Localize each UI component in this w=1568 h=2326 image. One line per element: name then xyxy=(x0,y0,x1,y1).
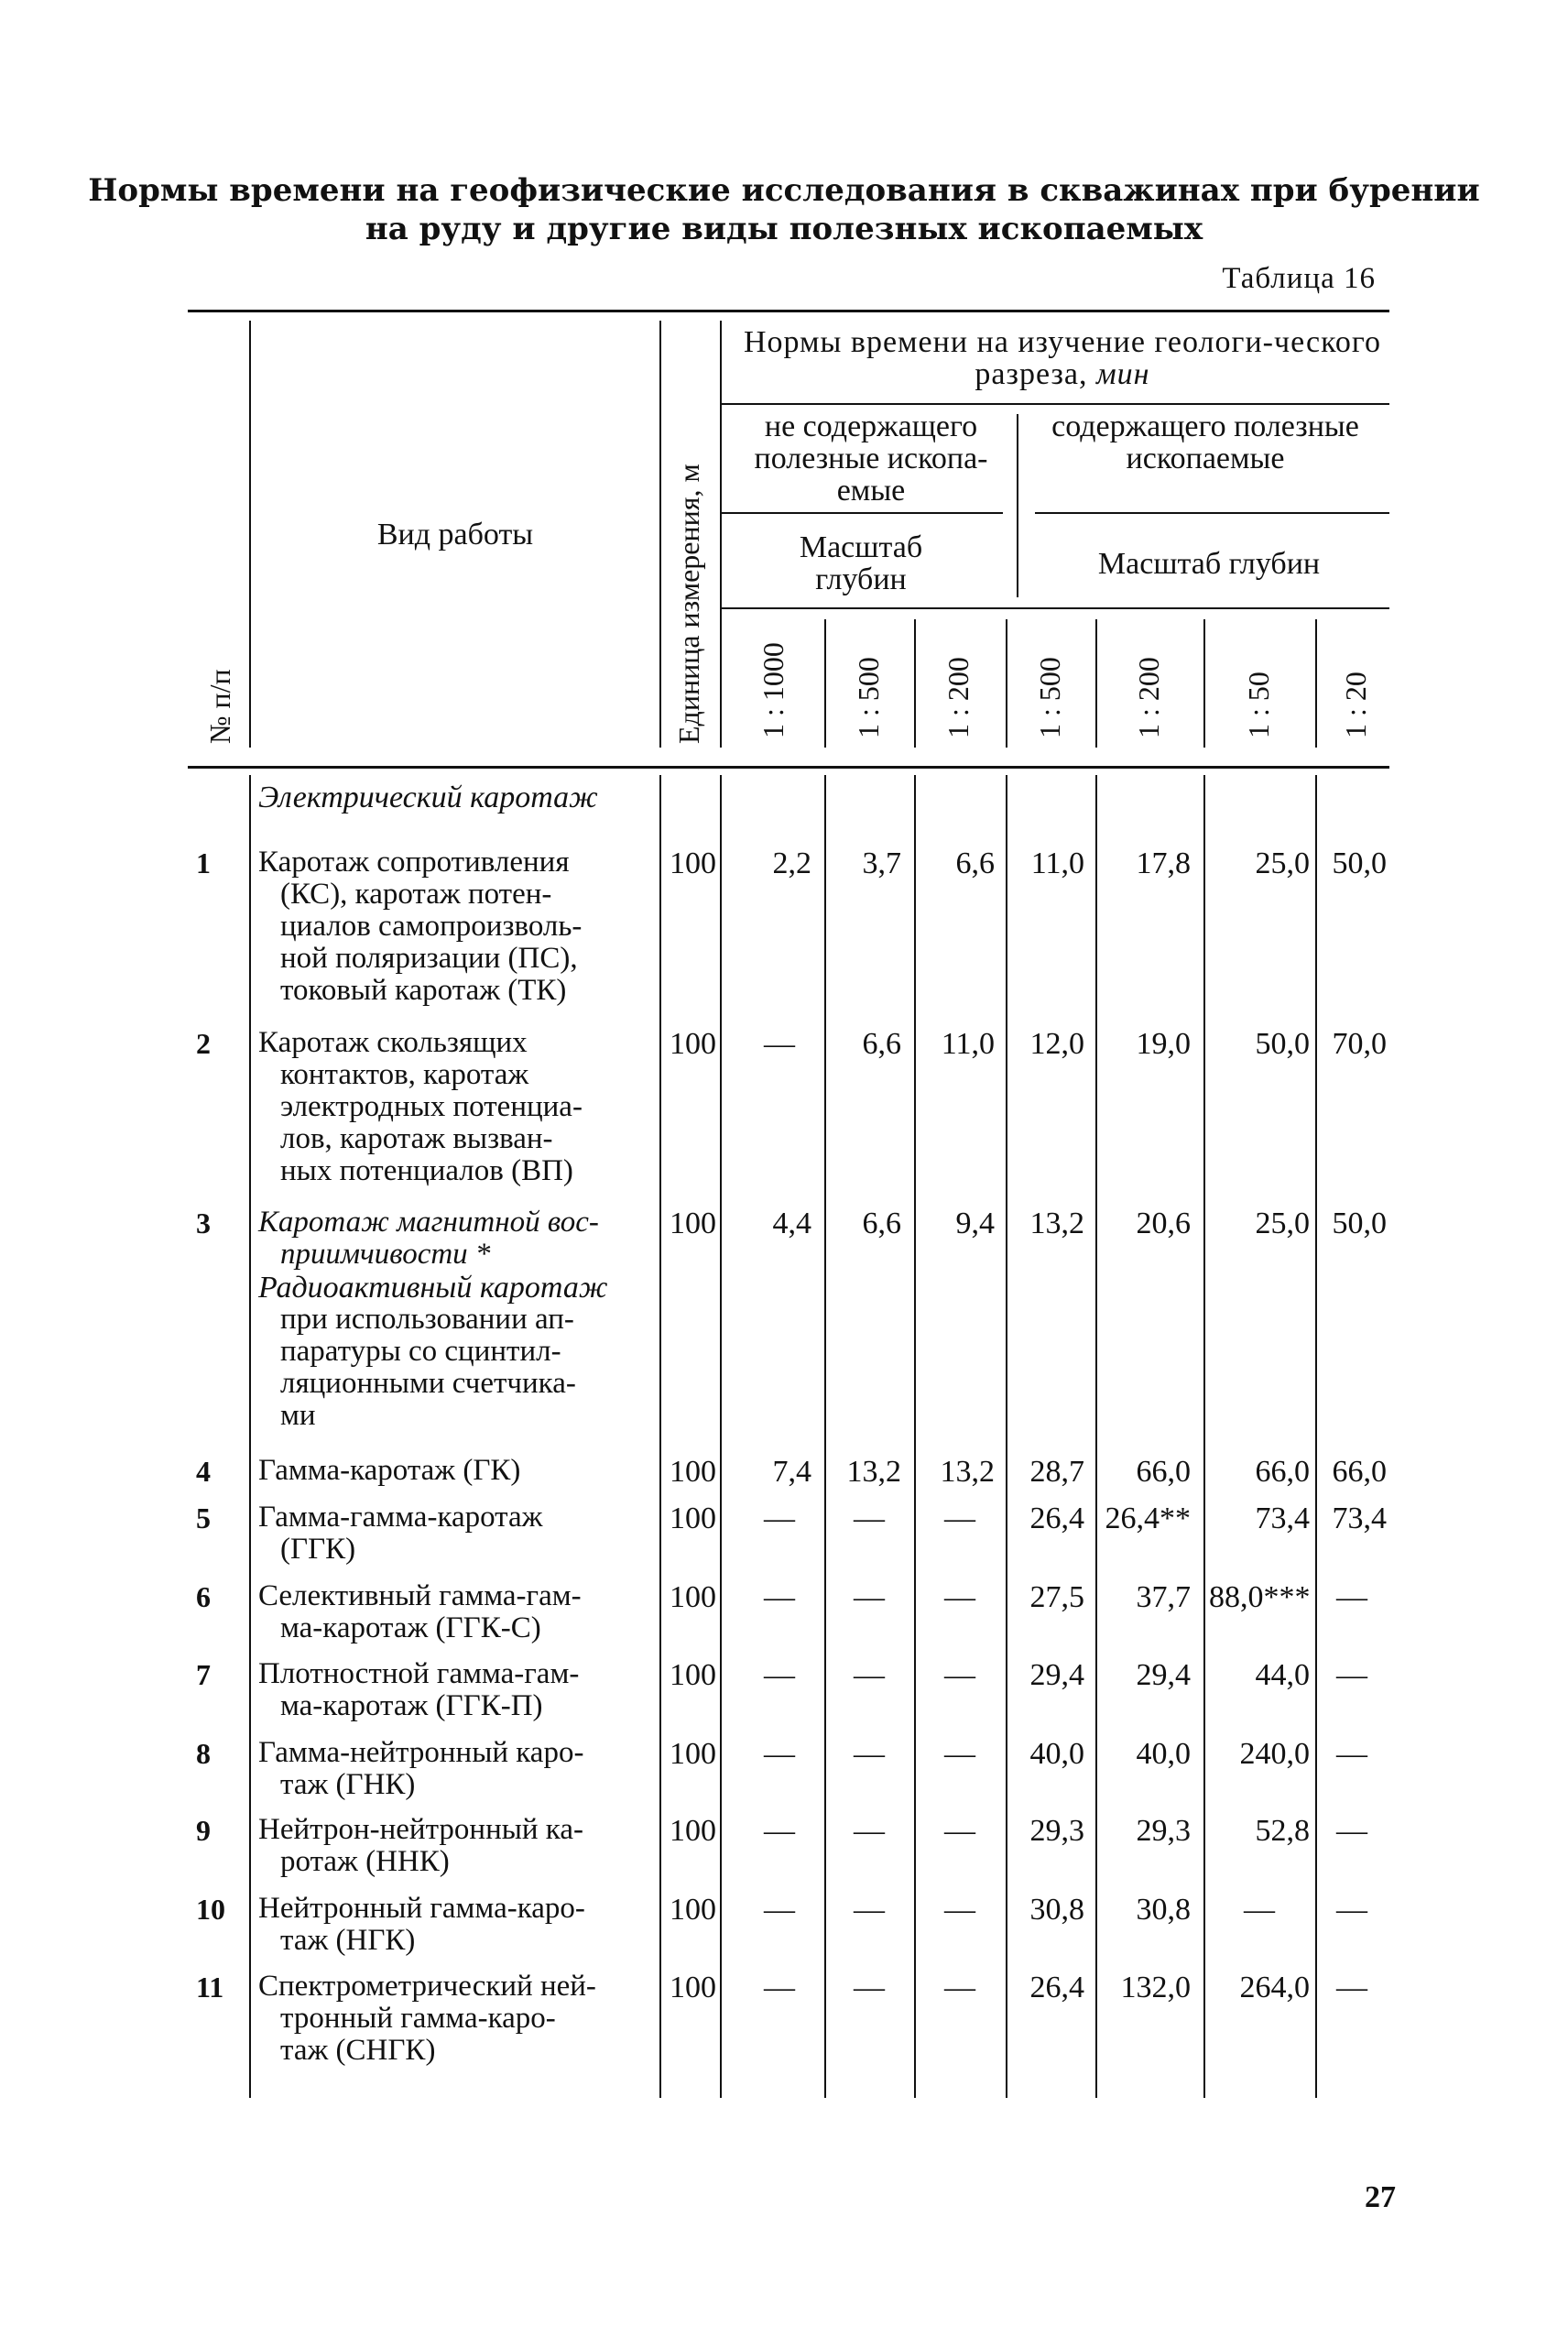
row-value: — xyxy=(944,1502,975,1535)
scale-header: 1 : 500 xyxy=(1033,657,1066,738)
row-unit: 100 xyxy=(670,1455,716,1489)
row-value: — xyxy=(764,1893,795,1927)
row-work-line: Гамма-гамма-каротаж xyxy=(258,1501,543,1534)
scale-header: 1 : 1000 xyxy=(757,642,789,738)
row-work xyxy=(258,1893,661,1957)
header-no-minerals: не содержащего полезные ископа-емые xyxy=(754,410,988,508)
row-unit: 100 xyxy=(670,1971,716,2004)
row-value: 26,4 xyxy=(1029,1502,1084,1535)
row-value: — xyxy=(944,1580,975,1614)
row-value: 27,5 xyxy=(1029,1580,1084,1614)
row-value: 4,4 xyxy=(772,1207,811,1240)
row-work-line: приимчивости * xyxy=(280,1238,491,1271)
col-divider xyxy=(720,321,722,748)
row-unit: 100 xyxy=(670,1814,716,1848)
page-title: Нормы времени на геофизические исследования в скважинах при бурении xyxy=(88,172,1480,209)
row-work xyxy=(258,1814,661,1878)
row-number: 2 xyxy=(196,1027,211,1060)
header-with-minerals: содержащего полезные ископаемые xyxy=(1051,410,1359,475)
row-number: 3 xyxy=(196,1207,211,1239)
row-value: 26,4 xyxy=(1029,1971,1084,2004)
row-value: 40,0 xyxy=(1029,1737,1084,1771)
row-value: 29,3 xyxy=(1029,1814,1084,1848)
row-value: 20,6 xyxy=(1136,1207,1191,1240)
row-value: 13,2 xyxy=(1029,1207,1084,1240)
row-value: — xyxy=(1336,1658,1367,1692)
row-work-line: ма-каротаж (ГГК-П) xyxy=(280,1689,543,1722)
header-scale-left: Масштаб глубин xyxy=(799,530,923,596)
col-divider xyxy=(1095,619,1097,748)
row-work-line: ных потенциалов (ВП) xyxy=(280,1154,573,1187)
row-value: 37,7 xyxy=(1136,1580,1191,1614)
section-radioactive: Радиоактивный каротаж xyxy=(258,1271,608,1305)
col-divider xyxy=(659,321,661,748)
row-work xyxy=(258,1658,661,1722)
row-value: 29,3 xyxy=(1136,1814,1191,1848)
row-number: 6 xyxy=(196,1580,211,1613)
col-divider xyxy=(914,619,916,748)
row-value: 44,0 xyxy=(1255,1658,1310,1692)
row-work xyxy=(258,1737,661,1801)
section-note-line: при использовании ап- xyxy=(280,1303,574,1336)
row-work xyxy=(258,1455,661,1487)
row-work xyxy=(258,846,661,1007)
row-value: 240,0 xyxy=(1239,1737,1310,1771)
row-work-line: Каротаж магнитной вос- xyxy=(258,1206,599,1239)
header-unit: Единица измерения, м xyxy=(672,464,705,744)
section-electric: Электрический каротаж xyxy=(258,781,598,814)
row-value: 40,0 xyxy=(1136,1737,1191,1771)
col-divider xyxy=(1017,414,1018,597)
row-number: 9 xyxy=(196,1814,211,1847)
row-value: 73,4 xyxy=(1332,1502,1387,1535)
row-work xyxy=(258,1580,661,1644)
row-value: 29,4 xyxy=(1136,1658,1191,1692)
table-header-rule xyxy=(188,766,1389,769)
header-scale-right: Масштаб глубин xyxy=(1097,547,1321,581)
row-value: 26,4** xyxy=(1105,1502,1191,1535)
col-divider xyxy=(824,619,826,748)
section-radioactive-note xyxy=(258,1304,661,1432)
col-divider xyxy=(1315,619,1317,748)
row-work-line: контактов, каротаж xyxy=(280,1058,529,1091)
row-value: — xyxy=(944,1893,975,1927)
scale-header: 1 : 200 xyxy=(942,657,975,738)
scale-header: 1 : 500 xyxy=(852,657,885,738)
row-work-line: циалов самопроизволь- xyxy=(280,910,583,943)
row-value: — xyxy=(944,1814,975,1848)
row-work-line: тронный гамма-каро- xyxy=(280,2002,556,2035)
row-work-line: ной поляризации (ПС), xyxy=(280,942,578,975)
row-value: 13,2 xyxy=(940,1455,995,1489)
row-value: 6,6 xyxy=(862,1027,901,1061)
row-value: 25,0 xyxy=(1255,846,1310,880)
row-work-line: Плотностной гамма-гам- xyxy=(258,1657,580,1690)
row-unit: 100 xyxy=(670,1502,716,1535)
header-norms: Нормы времени на изучение геологи-ческого разреза, мин xyxy=(744,325,1381,391)
row-work xyxy=(258,1502,661,1566)
row-value: 264,0 xyxy=(1239,1971,1310,2004)
row-unit: 100 xyxy=(670,1580,716,1614)
col-divider xyxy=(1203,775,1205,2098)
page-number: 27 xyxy=(1365,2180,1396,2214)
row-value: 25,0 xyxy=(1255,1207,1310,1240)
row-work xyxy=(258,1971,661,2067)
row-work-line: Гамма-нейтронный каро- xyxy=(258,1736,584,1769)
row-value: — xyxy=(764,1580,795,1614)
row-value: 50,0 xyxy=(1332,846,1387,880)
row-number: 1 xyxy=(196,846,211,879)
row-value: — xyxy=(854,1814,885,1848)
row-value: — xyxy=(1336,1814,1367,1848)
header-rule-scales xyxy=(722,607,1389,609)
row-value: — xyxy=(1336,1893,1367,1927)
row-value: 7,4 xyxy=(772,1455,811,1489)
col-divider xyxy=(1006,619,1007,748)
row-value: — xyxy=(944,1658,975,1692)
row-value: 66,0 xyxy=(1255,1455,1310,1489)
row-value: — xyxy=(854,1971,885,2004)
row-value: 132,0 xyxy=(1120,1971,1191,2004)
row-work-line: (ГГК) xyxy=(280,1533,356,1566)
row-value: 73,4 xyxy=(1255,1502,1310,1535)
row-value: 6,6 xyxy=(955,846,995,880)
row-work-line: таж (СНГК) xyxy=(280,2034,436,2067)
table-label: Таблица 16 xyxy=(1222,262,1376,295)
header-rule-right-group xyxy=(1035,512,1389,514)
row-value: — xyxy=(1336,1971,1367,2004)
row-value: — xyxy=(764,1814,795,1848)
scale-header: 1 : 200 xyxy=(1132,657,1165,738)
row-unit: 100 xyxy=(670,1207,716,1240)
col-divider xyxy=(249,775,251,2098)
row-work-line: Гамма-каротаж (ГК) xyxy=(258,1454,521,1487)
row-value: 30,8 xyxy=(1136,1893,1191,1927)
row-unit: 100 xyxy=(670,1737,716,1771)
row-work-line: таж (ГНК) xyxy=(280,1768,416,1801)
row-unit: 100 xyxy=(670,846,716,880)
row-value: — xyxy=(854,1737,885,1771)
row-number: 11 xyxy=(196,1971,224,2004)
row-work-line: Спектрометрический ней- xyxy=(258,1970,596,2003)
row-value: — xyxy=(764,1027,795,1061)
row-value: 11,0 xyxy=(941,1027,995,1061)
row-value: — xyxy=(1336,1580,1367,1614)
row-number: 10 xyxy=(196,1893,225,1926)
row-work-line: Нейтронный гамма-каро- xyxy=(258,1892,585,1925)
scale-header: 1 : 20 xyxy=(1339,672,1372,738)
row-value: — xyxy=(854,1893,885,1927)
row-value: 2,2 xyxy=(772,846,811,880)
row-unit: 100 xyxy=(670,1027,716,1061)
page-subtitle: на руду и другие виды полезных ископаемых xyxy=(365,211,1203,247)
col-divider xyxy=(1203,619,1205,748)
row-work-line: Селективный гамма-гам- xyxy=(258,1579,582,1612)
row-value: 17,8 xyxy=(1136,846,1191,880)
row-value: — xyxy=(764,1737,795,1771)
row-work-line: лов, каротаж вызван- xyxy=(280,1122,553,1155)
row-value: 50,0 xyxy=(1332,1207,1387,1240)
row-number: 8 xyxy=(196,1737,211,1770)
row-work-line: Нейтрон-нейтронный ка- xyxy=(258,1813,583,1846)
scale-header: 1 : 50 xyxy=(1242,672,1275,738)
row-work-line: ма-каротаж (ГГК-С) xyxy=(280,1611,541,1644)
table-top-rule xyxy=(188,310,1389,312)
row-value: 28,7 xyxy=(1029,1455,1084,1489)
row-work-line: электродных потенциа- xyxy=(280,1090,583,1123)
row-value: 29,4 xyxy=(1029,1658,1084,1692)
row-work-line: (КС), каротаж потен- xyxy=(280,878,552,911)
row-value: 19,0 xyxy=(1136,1027,1191,1061)
row-value: 66,0 xyxy=(1332,1455,1387,1489)
row-value: — xyxy=(1244,1893,1275,1927)
row-work xyxy=(258,1027,661,1187)
row-work-line: Каротаж сопротивления xyxy=(258,846,570,879)
row-value: 70,0 xyxy=(1332,1027,1387,1061)
row-value: — xyxy=(854,1502,885,1535)
section-note-line: ляционными счетчика- xyxy=(280,1367,576,1400)
row-value: 88,0*** xyxy=(1209,1580,1311,1614)
row-value: 9,4 xyxy=(955,1207,995,1240)
row-value: 12,0 xyxy=(1029,1027,1084,1061)
row-number: 5 xyxy=(196,1502,211,1534)
row-unit: 100 xyxy=(670,1893,716,1927)
row-value: — xyxy=(854,1580,885,1614)
row-value: — xyxy=(944,1971,975,2004)
col-divider xyxy=(249,321,251,748)
row-value: — xyxy=(764,1658,795,1692)
row-value: 52,8 xyxy=(1255,1814,1310,1848)
row-value: 11,0 xyxy=(1030,846,1084,880)
row-number: 7 xyxy=(196,1658,211,1691)
row-value: 66,0 xyxy=(1136,1455,1191,1489)
row-work xyxy=(258,1207,661,1271)
row-value: 3,7 xyxy=(862,846,901,880)
row-value: 30,8 xyxy=(1029,1893,1084,1927)
row-value: — xyxy=(944,1737,975,1771)
col-divider xyxy=(720,775,722,2098)
section-note-line: ми xyxy=(280,1399,316,1432)
row-value: — xyxy=(854,1658,885,1692)
header-num: № п/п xyxy=(203,669,236,744)
row-value: 50,0 xyxy=(1255,1027,1310,1061)
row-value: 6,6 xyxy=(862,1207,901,1240)
row-value: — xyxy=(764,1502,795,1535)
row-value: — xyxy=(1336,1737,1367,1771)
row-number: 4 xyxy=(196,1455,211,1488)
section-note-line: паратуры со сцинтил- xyxy=(280,1335,561,1368)
row-work-line: токовый каротаж (ТК) xyxy=(280,974,567,1007)
row-value: 13,2 xyxy=(846,1455,901,1489)
header-rule-norms xyxy=(722,403,1389,405)
row-value: — xyxy=(764,1971,795,2004)
row-work-line: Каротаж скользящих xyxy=(258,1026,528,1059)
row-unit: 100 xyxy=(670,1658,716,1692)
header-rule-left-group xyxy=(722,512,1003,514)
row-work-line: таж (НГК) xyxy=(280,1924,416,1957)
row-work-line: ротаж (ННК) xyxy=(280,1845,450,1878)
header-work: Вид работы xyxy=(376,518,534,551)
